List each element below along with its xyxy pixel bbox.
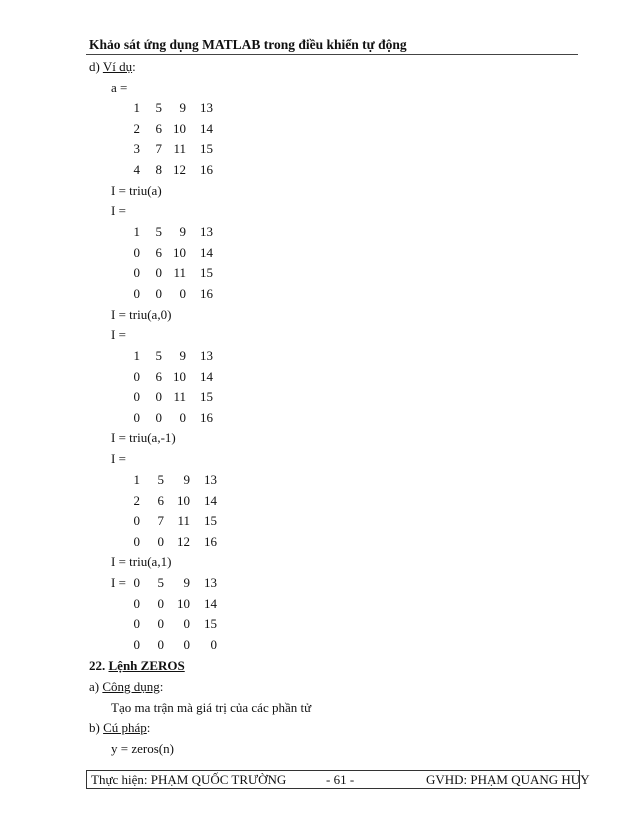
header-rule [86, 54, 578, 55]
matrix-cell: 13 [204, 575, 217, 590]
matrix-cell: 15 [204, 616, 217, 631]
matrix-cell: 13 [204, 472, 217, 487]
matrix-cell: 14 [200, 369, 213, 384]
matrix-cell: 0 [133, 369, 140, 384]
matrix-cell: 0 [133, 616, 140, 631]
matrix-cell: 0 [133, 245, 140, 260]
syntax-prefix: b) [89, 720, 104, 735]
matrix-cell: 16 [200, 162, 213, 177]
matrix-cell: 0 [183, 637, 190, 652]
matrix-cell: 15 [200, 265, 213, 280]
matrix-cell: 10 [173, 121, 186, 136]
matrix-cell: 16 [200, 410, 213, 425]
cmd-triu-a-1: I = triu(a,1) [111, 554, 172, 569]
matrix-cell: 0 [155, 410, 162, 425]
matrix-cell: 0 [155, 389, 162, 404]
matrix-cell: 14 [200, 121, 213, 136]
matrix-cell: 0 [179, 410, 186, 425]
matrix-cell: 13 [200, 348, 213, 363]
purpose-text: Tạo ma trận mà giá trị của các phần tử [111, 700, 312, 715]
footer-author: Thực hiện: PHẠM QUỐC TRƯỜNG [91, 772, 287, 787]
matrix-cell: 13 [200, 100, 213, 115]
matrix-cell: 6 [155, 369, 162, 384]
matrix-cell: 1 [133, 224, 140, 239]
matrix-cell: 14 [204, 596, 217, 611]
matrix-cell: 0 [157, 596, 164, 611]
matrix-cell: 0 [133, 513, 140, 528]
matrix-cell: 14 [200, 245, 213, 260]
matrix-cell: 0 [157, 616, 164, 631]
example-heading [89, 59, 136, 75]
matrix-cell: 10 [173, 369, 186, 384]
matrix-cell: 12 [173, 162, 186, 177]
syntax-label: Cú pháp [103, 720, 147, 735]
section-heading [89, 658, 185, 674]
matrix-cell: 11 [173, 265, 186, 280]
matrix-cell: 10 [173, 245, 186, 260]
matrix-cell: 7 [155, 141, 162, 156]
section-title: Lệnh ZEROS [108, 658, 185, 673]
output-label-4: I = [111, 575, 126, 590]
cmd-triu-a-neg1: I = triu(a,-1) [111, 430, 176, 445]
output-label-1: I = [111, 203, 126, 218]
page-header-title: Khảo sát ứng dụng MATLAB trong điều khiển tự động [89, 37, 407, 52]
matrix-cell: 0 [133, 534, 140, 549]
matrix-cell: 0 [133, 286, 140, 301]
matrix-cell: 0 [210, 637, 217, 652]
matrix-cell: 0 [179, 286, 186, 301]
matrix-cell: 0 [157, 637, 164, 652]
matrix-cell: 0 [155, 265, 162, 280]
example-label: Ví dụ [102, 59, 133, 74]
matrix-cell: 5 [157, 472, 164, 487]
syntax-suffix: : [146, 720, 151, 735]
matrix-cell: 15 [200, 389, 213, 404]
matrix-cell: 1 [133, 472, 140, 487]
matrix-cell: 0 [133, 389, 140, 404]
matrix-cell: 5 [155, 348, 162, 363]
purpose-label: Công dụng [102, 679, 160, 694]
syntax-text: y = zeros(n) [111, 741, 174, 756]
matrix-cell: 5 [157, 575, 164, 590]
matrix-cell: 1 [133, 348, 140, 363]
matrix-cell: 5 [155, 224, 162, 239]
matrix-cell: 2 [133, 121, 140, 136]
matrix-cell: 9 [179, 224, 186, 239]
matrix-cell: 0 [133, 596, 140, 611]
matrix-cell: 11 [173, 141, 186, 156]
matrix-cell: 11 [173, 389, 186, 404]
matrix-cell: 15 [204, 513, 217, 528]
example-suffix: : [132, 59, 136, 74]
example-prefix: d) [89, 59, 103, 74]
purpose-prefix: a) [89, 679, 103, 694]
matrix-cell: 9 [183, 575, 190, 590]
output-label-3: I = [111, 451, 126, 466]
matrix-cell: 10 [177, 596, 190, 611]
matrix-cell: 0 [157, 534, 164, 549]
matrix-cell: 8 [155, 162, 162, 177]
matrix-cell: 0 [183, 616, 190, 631]
matrix-cell: 14 [204, 493, 217, 508]
purpose-heading [89, 679, 163, 695]
matrix-cell: 9 [179, 100, 186, 115]
matrix-cell: 0 [133, 410, 140, 425]
cmd-triu-a-0: I = triu(a,0) [111, 307, 172, 322]
matrix-cell: 6 [155, 121, 162, 136]
matrix-cell: 9 [179, 348, 186, 363]
section-number: 22. [89, 658, 109, 673]
matrix-cell: 1 [133, 100, 140, 115]
matrix-cell: 11 [177, 513, 190, 528]
matrix-cell: 0 [133, 575, 140, 590]
matrix-cell: 0 [133, 265, 140, 280]
syntax-heading [89, 720, 150, 736]
matrix-cell: 2 [133, 493, 140, 508]
matrix-cell: 4 [133, 162, 140, 177]
matrix-cell: 0 [133, 637, 140, 652]
matrix-cell: 16 [204, 534, 217, 549]
matrix-cell: 10 [177, 493, 190, 508]
footer-advisor: GVHD: PHẠM QUANG HUY [426, 772, 590, 787]
purpose-suffix: : [159, 679, 164, 694]
matrix-cell: 13 [200, 224, 213, 239]
matrix-cell: 3 [133, 141, 140, 156]
matrix-cell: 5 [155, 100, 162, 115]
footer-page-number: - 61 - [326, 772, 355, 787]
output-label-2: I = [111, 327, 126, 342]
a-assign: a = [111, 80, 128, 95]
matrix-cell: 12 [177, 534, 190, 549]
cmd-triu-a: I = triu(a) [111, 183, 162, 198]
matrix-cell: 6 [155, 245, 162, 260]
matrix-cell: 9 [183, 472, 190, 487]
matrix-cell: 7 [157, 513, 164, 528]
matrix-cell: 6 [157, 493, 164, 508]
matrix-cell: 16 [200, 286, 213, 301]
matrix-cell: 0 [155, 286, 162, 301]
matrix-cell: 15 [200, 141, 213, 156]
